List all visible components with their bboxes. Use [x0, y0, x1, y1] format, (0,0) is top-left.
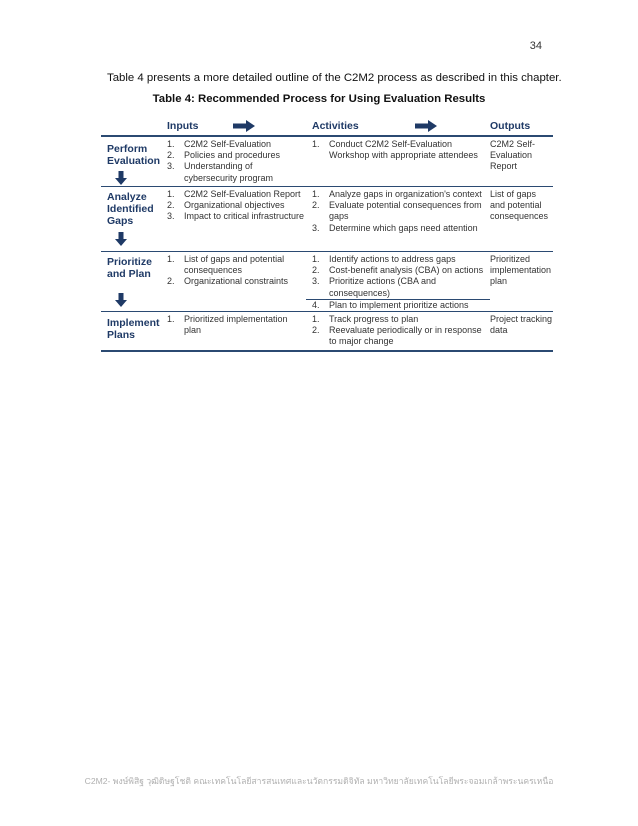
stage-label-line: Analyze — [107, 191, 147, 203]
activities-cell — [312, 314, 490, 348]
inputs-cell — [167, 189, 307, 223]
list-item: 3. Determine which gaps need attention — [312, 222, 478, 233]
list-item: 1. Prioritized implementation plan — [167, 314, 288, 336]
list-item: 1. Identify actions to address gaps — [312, 254, 456, 264]
stage-label — [107, 191, 154, 227]
right-arrow-icon — [233, 120, 255, 132]
stage-label-line: Prioritize — [107, 256, 152, 268]
list-item: 4. Plan to implement prioritize actions — [306, 299, 490, 311]
list-item: 1. Track progress to plan — [312, 314, 419, 324]
inputs-cell — [167, 139, 307, 184]
activities-cell — [312, 139, 490, 161]
list-item: 1. List of gaps and potential consequences — [167, 254, 285, 276]
stage-label-line: Perform — [107, 143, 148, 155]
page-number: 34 — [529, 40, 542, 52]
list-item: 2. Evaluate potential consequences from gaps — [312, 200, 482, 222]
table-header — [101, 116, 553, 137]
outputs-cell: Prioritized implementation plan — [490, 254, 552, 287]
table-title: Table 4: Recommended Process for Using Evaluation Results — [152, 93, 486, 105]
down-arrow-icon — [115, 293, 127, 307]
list-item: 3. Prioritize actions (CBA and consequences) — [312, 276, 437, 298]
list-item: 1. Conduct C2M2 Self-Evaluation Workshop with appropriate attendees — [312, 139, 478, 161]
table-row — [101, 252, 553, 312]
page-footer: C2M2- พงษ์พิสิฐ วุฒิดิษฐโชติ คณะเทคโนโลยีสารสนเทศและนวัตกรรมดิจิทัล มหาวิทยาลัยเทคโนโลยีพระจอมเกล้าพระนครเหนือ — [84, 776, 554, 786]
stage-label-line: Gaps — [107, 215, 134, 227]
inputs-cell — [167, 314, 307, 336]
stage-label — [107, 256, 152, 280]
list-item: 3. Understanding of cybersecurity program — [167, 161, 274, 183]
header-inputs: Inputs — [167, 120, 199, 132]
table-row — [101, 137, 553, 187]
intro-paragraph: Table 4 presents a more detailed outline of the C2M2 process as described in this chapter. — [107, 72, 562, 84]
list-item: 2. Organizational objectives — [167, 200, 285, 211]
list-item: 1. C2M2 Self-Evaluation — [167, 139, 272, 149]
table-row — [101, 312, 553, 352]
table-row — [101, 187, 553, 252]
stage-label-line: Plans — [107, 329, 136, 341]
list-item: 2. Organizational constraints — [167, 276, 289, 287]
list-item: 2. Reevaluate periodically or in response to major change — [312, 325, 482, 347]
header-outputs: Outputs — [490, 120, 531, 132]
inputs-cell — [167, 254, 307, 288]
stage-label — [107, 143, 160, 167]
activities-cell — [312, 254, 490, 311]
right-arrow-icon — [415, 120, 437, 132]
outputs-cell: C2M2 Self-Evaluation Report — [490, 139, 536, 172]
down-arrow-icon — [115, 232, 127, 246]
list-item: 1. C2M2 Self-Evaluation Report — [167, 189, 301, 199]
activities-cell — [312, 189, 490, 234]
stage-label-line: Identified — [107, 203, 154, 215]
down-arrow-icon — [115, 171, 127, 185]
list-item: 3. Impact to critical infrastructure — [167, 211, 305, 222]
process-table — [101, 116, 553, 352]
list-item: 2. Cost-benefit analysis (CBA) on actions — [312, 265, 484, 276]
outputs-cell: List of gaps and potential consequences — [490, 189, 549, 222]
header-activities: Activities — [312, 120, 359, 132]
stage-label-line: and Plan — [107, 268, 151, 280]
list-item: 1. Analyze gaps in organization's context — [312, 189, 482, 199]
stage-label — [107, 317, 160, 341]
outputs-cell: Project tracking data — [490, 314, 553, 336]
stage-label-line: Implement — [107, 317, 160, 329]
list-item: 2. Policies and procedures — [167, 150, 281, 161]
stage-label-line: Evaluation — [107, 155, 161, 167]
